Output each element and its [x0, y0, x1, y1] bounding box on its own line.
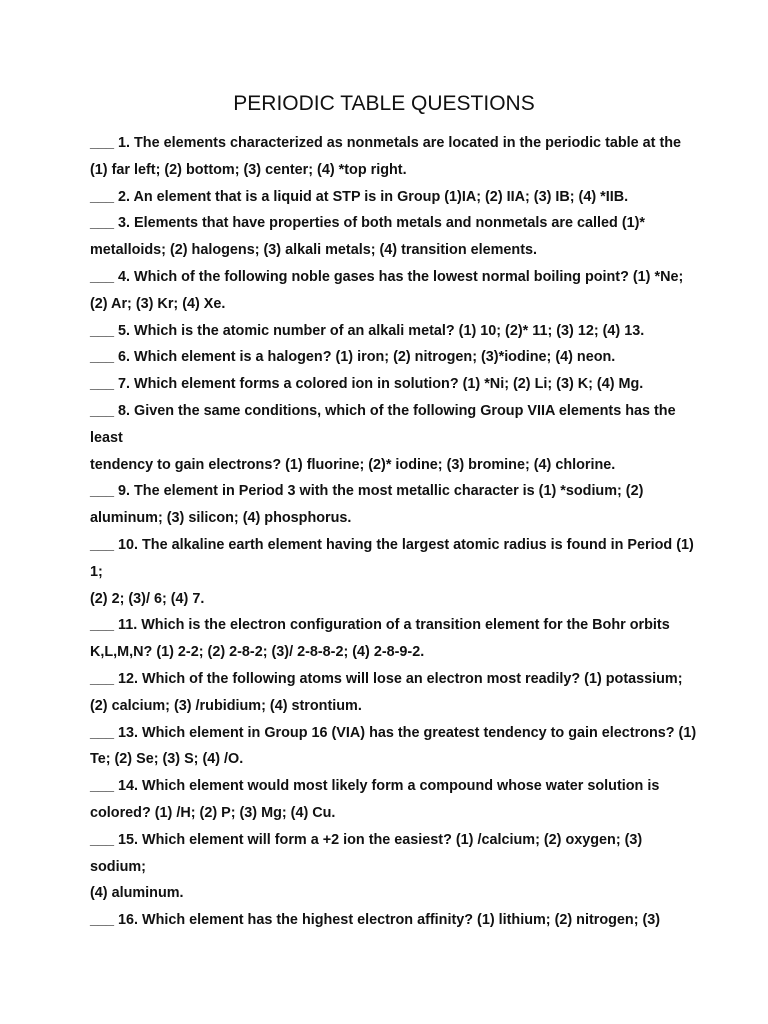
question-line: ___ 4. Which of the following noble gases has the lowest normal boiling point? (1) *Ne; [90, 268, 684, 285]
question-line: ___ 8. Given the same conditions, which of the following Group VIIA elements has the [90, 402, 676, 419]
question-line: ___ 15. Which element will form a +2 ion the easiest? (1) /calcium; (2) oxygen; (3) [90, 831, 643, 848]
question-line: sodium; [90, 858, 146, 875]
question-line: ___ 14. Which element would most likely form a compound whose water solution is [90, 778, 660, 795]
question-line: Te; (2) Se; (3) S; (4) /O. [90, 751, 244, 768]
question-line: (1) far left; (2) bottom; (3) center; (4) *top right. [90, 161, 407, 178]
question-line: colored? (1) /H; (2) P; (3) Mg; (4) Cu. [90, 804, 336, 821]
question-line: 1; [90, 563, 103, 580]
question-line: aluminum; (3) silicon; (4) phosphorus. [90, 510, 352, 527]
question-line: ___ 12. Which of the following atoms will lose an electron most readily? (1) potassium; [90, 670, 683, 687]
question-line: K,L,M,N? (1) 2-2; (2) 2-8-2; (3)/ 2-8-8-2; (4) 2-8-9-2. [90, 644, 425, 661]
question-line: ___ 11. Which is the electron configuration of a transition element for the Bohr orbits [90, 617, 670, 634]
question-line: ___ 3. Elements that have properties of both metals and nonmetals are called (1)* [90, 215, 646, 232]
question-line: tendency to gain electrons? (1) fluorine; (2)* iodine; (3) bromine; (4) chlorine. [90, 456, 616, 473]
question-line: ___ 9. The element in Period 3 with the most metallic character is (1) *sodium; (2) [90, 483, 644, 500]
question-line: ___ 10. The alkaline earth element having the largest atomic radius is found in Period (1) [90, 536, 694, 553]
question-line: (4) aluminum. [90, 885, 184, 902]
question-line: ___ 1. The elements characterized as nonmetals are located in the periodic table at the [90, 135, 682, 151]
question-line: (2) calcium; (3) /rubidium; (4) strontium. [90, 697, 362, 714]
question-line: ___ 2. An element that is a liquid at STP is in Group (1)IA; (2) IIA; (3) IB; (4) *IIB. [90, 188, 629, 205]
question-line: ___ 7. Which element forms a colored ion in solution? (1) *Ni; (2) Li; (3) K; (4) Mg. [90, 376, 644, 393]
question-line: least [90, 429, 123, 446]
question-list [90, 130, 697, 934]
question-line: (2) Ar; (3) Kr; (4) Xe. [90, 295, 226, 312]
page-title: PERIODIC TABLE QUESTIONS [233, 92, 535, 115]
question-line: (2) 2; (3)/ 6; (4) 7. [90, 590, 205, 607]
question-line: ___ 16. Which element has the highest electron affinity? (1) lithium; (2) nitrogen; (3) [90, 912, 661, 929]
question-line: ___ 13. Which element in Group 16 (VIA) has the greatest tendency to gain electrons? (1) [90, 724, 697, 741]
question-line: metalloids; (2) halogens; (3) alkali metals; (4) transition elements. [90, 242, 538, 259]
question-line: ___ 6. Which element is a halogen? (1) iron; (2) nitrogen; (3)*iodine; (4) neon. [90, 349, 616, 366]
question-line: ___ 5. Which is the atomic number of an alkali metal? (1) 10; (2)* 11; (3) 12; (4) 13. [90, 322, 645, 339]
